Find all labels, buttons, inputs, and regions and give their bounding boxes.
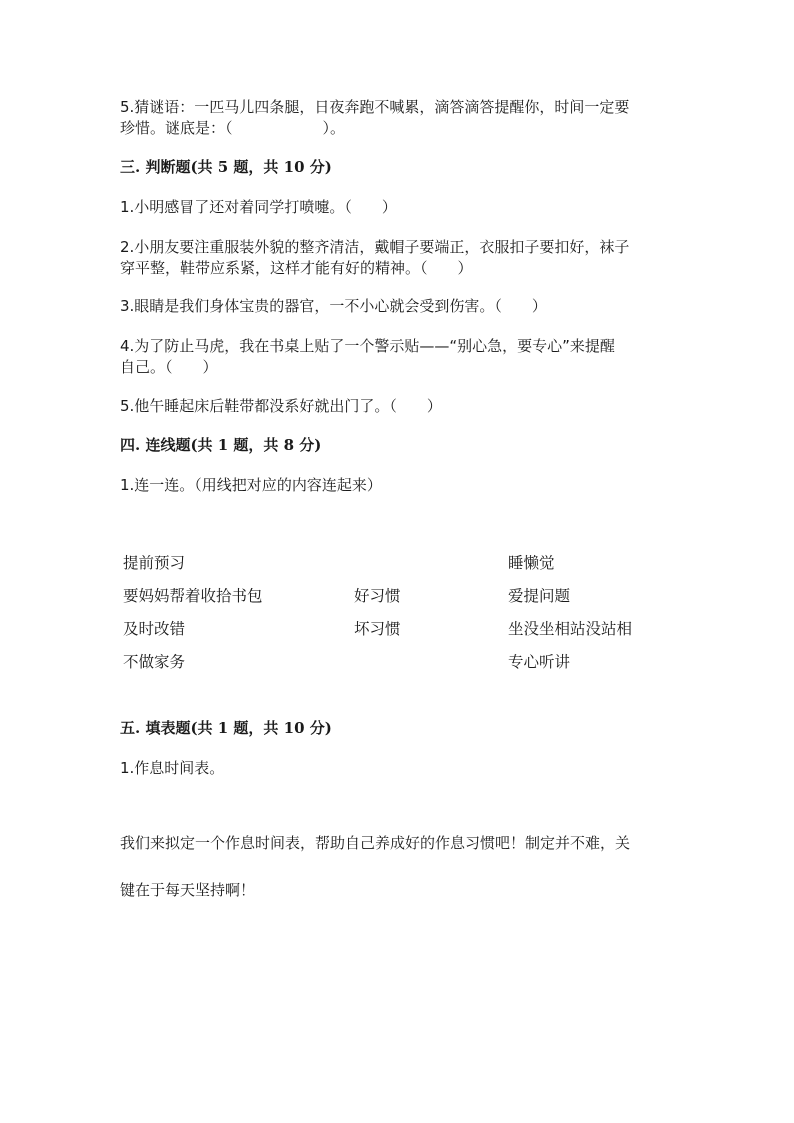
section-4-title: 四. 连线题(共 1 题，共 8 分) (120, 436, 322, 454)
tf-question-3: 3.眼睛是我们身体宝贵的器官，一不小心就会受到伤害。（ ） (120, 297, 547, 315)
riddle-line-1: 5.猜谜语：一匹马儿四条腿，日夜奔跑不喊累，滴答滴答提醒你，时间一定要 (120, 98, 630, 116)
match-left-item: 要妈妈帮着收拾书包 (123, 587, 263, 605)
tf-question-5: 5.他午睡起床后鞋带都没系好就出门了。（ ） (120, 397, 442, 415)
match-middle-item: 坏习惯 (354, 620, 401, 638)
match-right-item: 专心听讲 (508, 653, 571, 671)
tf-question-4-line-2: 自己。（ ） (120, 358, 218, 376)
match-right-item: 爱提问题 (508, 587, 571, 605)
match-right-item: 坐没坐相站没站相 (508, 620, 633, 638)
riddle-line-2: 珍惜。谜底是：（ ）。 (120, 119, 346, 137)
table-instructions-line-2: 键在于每天坚持啊！ (120, 881, 256, 899)
tf-question-4-line-1: 4.为了防止马虎，我在书桌上贴了一个警示贴——“别心急，要专心”来提醒 (120, 337, 615, 355)
match-middle-item: 好习惯 (354, 587, 401, 605)
table-question: 1.作息时间表。 (120, 759, 225, 777)
match-left-item: 及时改错 (123, 620, 186, 638)
match-left-item: 提前预习 (123, 554, 186, 572)
table-instructions-line-1: 我们来拟定一个作息时间表，帮助自己养成好的作息习惯吧！制定并不难，关 (120, 834, 631, 852)
matching-question: 1.连一连。（用线把对应的内容连起来） (120, 476, 382, 494)
tf-question-1: 1.小明感冒了还对着同学打喷嚏。（ ） (120, 198, 397, 216)
match-right-item: 睡懒觉 (508, 554, 555, 572)
section-3-title: 三. 判断题(共 5 题，共 10 分) (120, 158, 332, 176)
section-5-title: 五. 填表题(共 1 题，共 10 分) (120, 719, 332, 737)
match-left-item: 不做家务 (123, 653, 186, 671)
tf-question-2-line-1: 2.小朋友要注重服装外貌的整齐清洁，戴帽子要端正，衣服扣子要扣好，袜子 (120, 238, 630, 256)
tf-question-2-line-2: 穿平整，鞋带应系紧，这样才能有好的精神。（ ） (120, 259, 473, 277)
